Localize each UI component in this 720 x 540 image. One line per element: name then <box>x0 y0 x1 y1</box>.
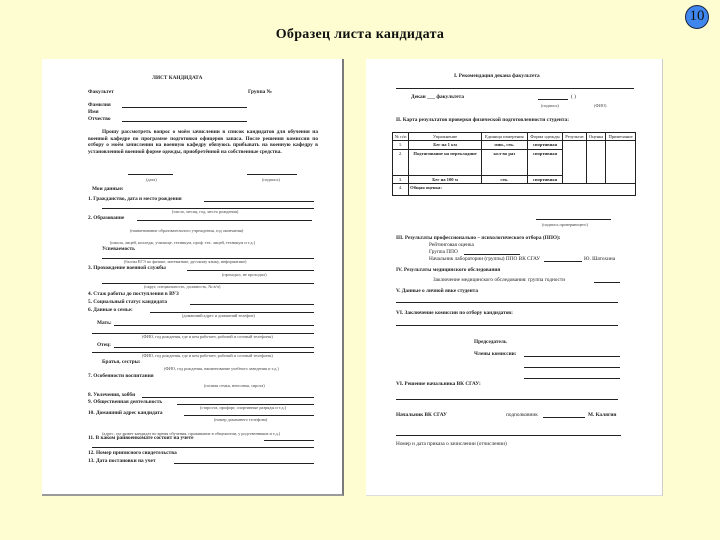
field-line <box>594 282 620 283</box>
item-3: 3. Прохождение военной службы <box>88 265 166 271</box>
medical-label: Заключение медицинского обследования: группа годности <box>433 277 566 283</box>
candidate-sheet-page-2 <box>366 59 663 496</box>
caption: (староста, профорг, спортивные разряды и т.д.) <box>200 405 287 410</box>
field-line <box>142 397 314 398</box>
signature-line <box>247 174 297 175</box>
cell: 4. <box>393 184 409 196</box>
header-cell: Примечание <box>606 133 636 141</box>
slide-title: Образец листа кандидата <box>275 27 445 42</box>
caption: (баллы ЕГЭ по физике, математике, русскому языку, информатике) <box>124 259 247 264</box>
field-line <box>396 325 618 326</box>
order-label: Номер и дата приказа о зачислении (отчислении) <box>396 441 507 447</box>
my-data-label: Мои данные: <box>92 186 124 192</box>
section-6-heading: VI. Заключение комиссии по отбору кандидатов: <box>396 310 513 316</box>
patronymic-label: Отчество <box>88 116 111 122</box>
field-line <box>396 435 621 436</box>
item-13: 13. Дата постановки на учет <box>88 458 156 464</box>
field-line <box>464 254 520 255</box>
section-7-heading: VI. Решение начальника ВК СГАУ: <box>396 381 481 387</box>
signature-line <box>543 417 585 418</box>
signature-line <box>538 99 568 100</box>
father-label: Отец: <box>97 342 111 348</box>
item-4: 4. Стаж работы до поступления в ВУЗ <box>88 291 179 297</box>
chairman-label: Председатель <box>474 339 507 345</box>
section-1-heading: I. Рекомендация декана факультета <box>454 73 540 79</box>
header-cell: Оценка <box>586 133 605 141</box>
item-10: 10. Домашний адрес кандидата <box>88 410 163 416</box>
surname-label: Фамилия <box>88 102 111 108</box>
mother-label: Мать: <box>97 320 112 326</box>
caption: (полная семья, неполная, сирота) <box>204 383 265 388</box>
caption: (ФИО, год рождения, где и кем работает, рабочий и сотовый телефоны) <box>142 334 273 339</box>
header-cell: Упражнение <box>409 133 482 141</box>
field-line <box>204 201 314 202</box>
field-line <box>114 325 314 326</box>
item-6: 6. Данные о семье: <box>88 307 133 313</box>
caption: (ФИО, год рождения, наименование учебного заведения и т.д.) <box>164 366 279 371</box>
item-1: 1. Гражданство, дата и место рождения <box>88 196 182 202</box>
item-9: 9. Общественная деятельность <box>88 399 163 405</box>
cell: спортивная <box>527 141 563 149</box>
surname-line <box>122 107 247 108</box>
cell: Бег на 100 м <box>409 175 482 183</box>
total-label: Общая оценка: <box>410 185 442 191</box>
section-5-heading: V. Данные о личной явке студента <box>396 288 478 294</box>
field-line <box>137 220 312 221</box>
caption: (школа, лицей, колледж, училище, техникум, проф. тех. лицей, техникум и т.д.) <box>110 240 256 245</box>
field-line <box>174 463 314 464</box>
candidate-sheet-page-1 <box>42 59 344 496</box>
rating-label: Рейтинговая оценка <box>429 242 474 248</box>
result-cell <box>563 141 587 184</box>
cell: мин., сек. <box>481 141 527 149</box>
field-line <box>396 399 618 400</box>
field-line <box>184 415 314 416</box>
head-name: М. Калягин <box>588 412 617 418</box>
cell: спортивная <box>527 149 563 175</box>
head-rank: подполковник <box>506 412 538 418</box>
item-8: 8. Увлечения, хобби <box>88 392 136 398</box>
header-cell: Форма одежды <box>527 133 563 141</box>
item-7: 7. Особенности воспитания <box>88 373 154 379</box>
caption: (подпись проверяющего) <box>542 222 588 227</box>
section-2-heading: II. Карта результатов проверки физической подготовленности студента: <box>396 117 569 123</box>
cell: Подтягивание на перекладине <box>409 149 482 175</box>
table-row <box>393 141 636 149</box>
cell: спортивная <box>527 175 563 183</box>
signature-caption: (подпись) <box>262 177 280 182</box>
cell: 1. <box>393 141 409 149</box>
page-number-badge: 10 <box>685 5 709 29</box>
caption: (число, месяц, год, место рождения) <box>172 209 239 214</box>
cell: кол-во раз <box>481 149 527 175</box>
members-label: Члены комиссии: <box>474 351 517 357</box>
date-line <box>128 174 173 175</box>
caption: (наименование образовательного учреждения, год окончания) <box>130 228 244 233</box>
item-12: 12. Номер приписного свидетельства <box>88 450 177 456</box>
header-cell: Результат <box>563 133 587 141</box>
dean-name-field: ( ) <box>571 94 576 100</box>
ppo-head-name: Ю. Шатохина <box>584 256 616 262</box>
item-11: 11. В каком райвоенкомате состоит на учете <box>88 435 194 441</box>
sheet-heading: ЛИСТ КАНДИДАТА <box>152 75 203 81</box>
ppo-group-label: Группа ППО <box>429 249 458 255</box>
cell: сек. <box>481 175 527 183</box>
siblings-label: Братья, сестры: <box>102 359 141 365</box>
field-line <box>92 447 314 448</box>
cell: 3. <box>393 175 409 183</box>
caption: (ФИО, год рождения, где и кем работает, рабочий и сотовый телефоны) <box>142 353 273 358</box>
item-5: 5. Социальный статус кандидата <box>88 299 168 305</box>
dean-label: Декан ___ факультета <box>411 94 464 100</box>
field-line <box>264 440 314 441</box>
signature-line <box>544 261 582 262</box>
head-label: Начальник ВК СГАУ <box>396 412 448 418</box>
field-line <box>114 347 314 348</box>
field-line <box>396 302 618 303</box>
field-line <box>524 378 620 379</box>
cell: Бег на 1 км <box>409 141 482 149</box>
item-2: 2. Образование <box>88 215 125 221</box>
field-line <box>190 304 314 305</box>
caption: (подпись) <box>541 103 559 108</box>
header-cell: Единица измерения <box>481 133 527 141</box>
date-caption: (дата) <box>146 177 157 182</box>
caption: (проходил, не проходил) <box>222 272 267 277</box>
caption: (округ, специальность, должность, № в/ч) <box>144 284 221 289</box>
table-header-row <box>393 133 636 141</box>
caption: (номер домашнего телефона) <box>214 417 268 422</box>
total-cell <box>409 184 636 196</box>
caption: (ФИО) <box>594 103 607 108</box>
table-total-row <box>393 184 636 196</box>
field-line <box>187 270 314 271</box>
request-paragraph: Прошу рассмотреть вопрос о моём зачислении в список кандидатов для обучения на военной кафедре по программе подготовки офицеров запаса. После решения комиссии по отбору о моём зачислении на военную кафедру обязуюсь прибывать на военную кафедру в установленной военной форме одежды, приобретённой на собственные средства. <box>88 129 318 155</box>
section-3-heading: III. Результаты профессионально – психологического отбора (ППО): <box>396 235 561 241</box>
field-line <box>396 88 634 89</box>
patronymic-line <box>122 121 247 122</box>
caption: (домашний адрес и домашний телефон) <box>182 313 255 318</box>
fitness-results-table <box>392 132 636 196</box>
caption: (адрес, где живет кандидат во время обучения, проживание в общежитии, у родственников и т.д.) <box>102 431 281 436</box>
field-line <box>524 356 620 357</box>
field-line <box>524 367 620 368</box>
ppo-head-label: Начальник лаборатории (группы) ППО ВК СГАУ <box>429 256 541 262</box>
cell: 2. <box>393 149 409 175</box>
grade-cell <box>586 141 605 184</box>
name-label: Имя <box>88 109 99 115</box>
faculty-label: Факультет <box>88 89 114 95</box>
note-cell <box>606 141 636 184</box>
signature-line <box>536 219 611 220</box>
group-label: Группа № <box>248 89 272 95</box>
progress-label: Успеваемость <box>102 246 135 252</box>
header-cell: № п/п <box>393 133 409 141</box>
section-4-heading: IV. Результаты медицинского обследования <box>396 267 501 273</box>
